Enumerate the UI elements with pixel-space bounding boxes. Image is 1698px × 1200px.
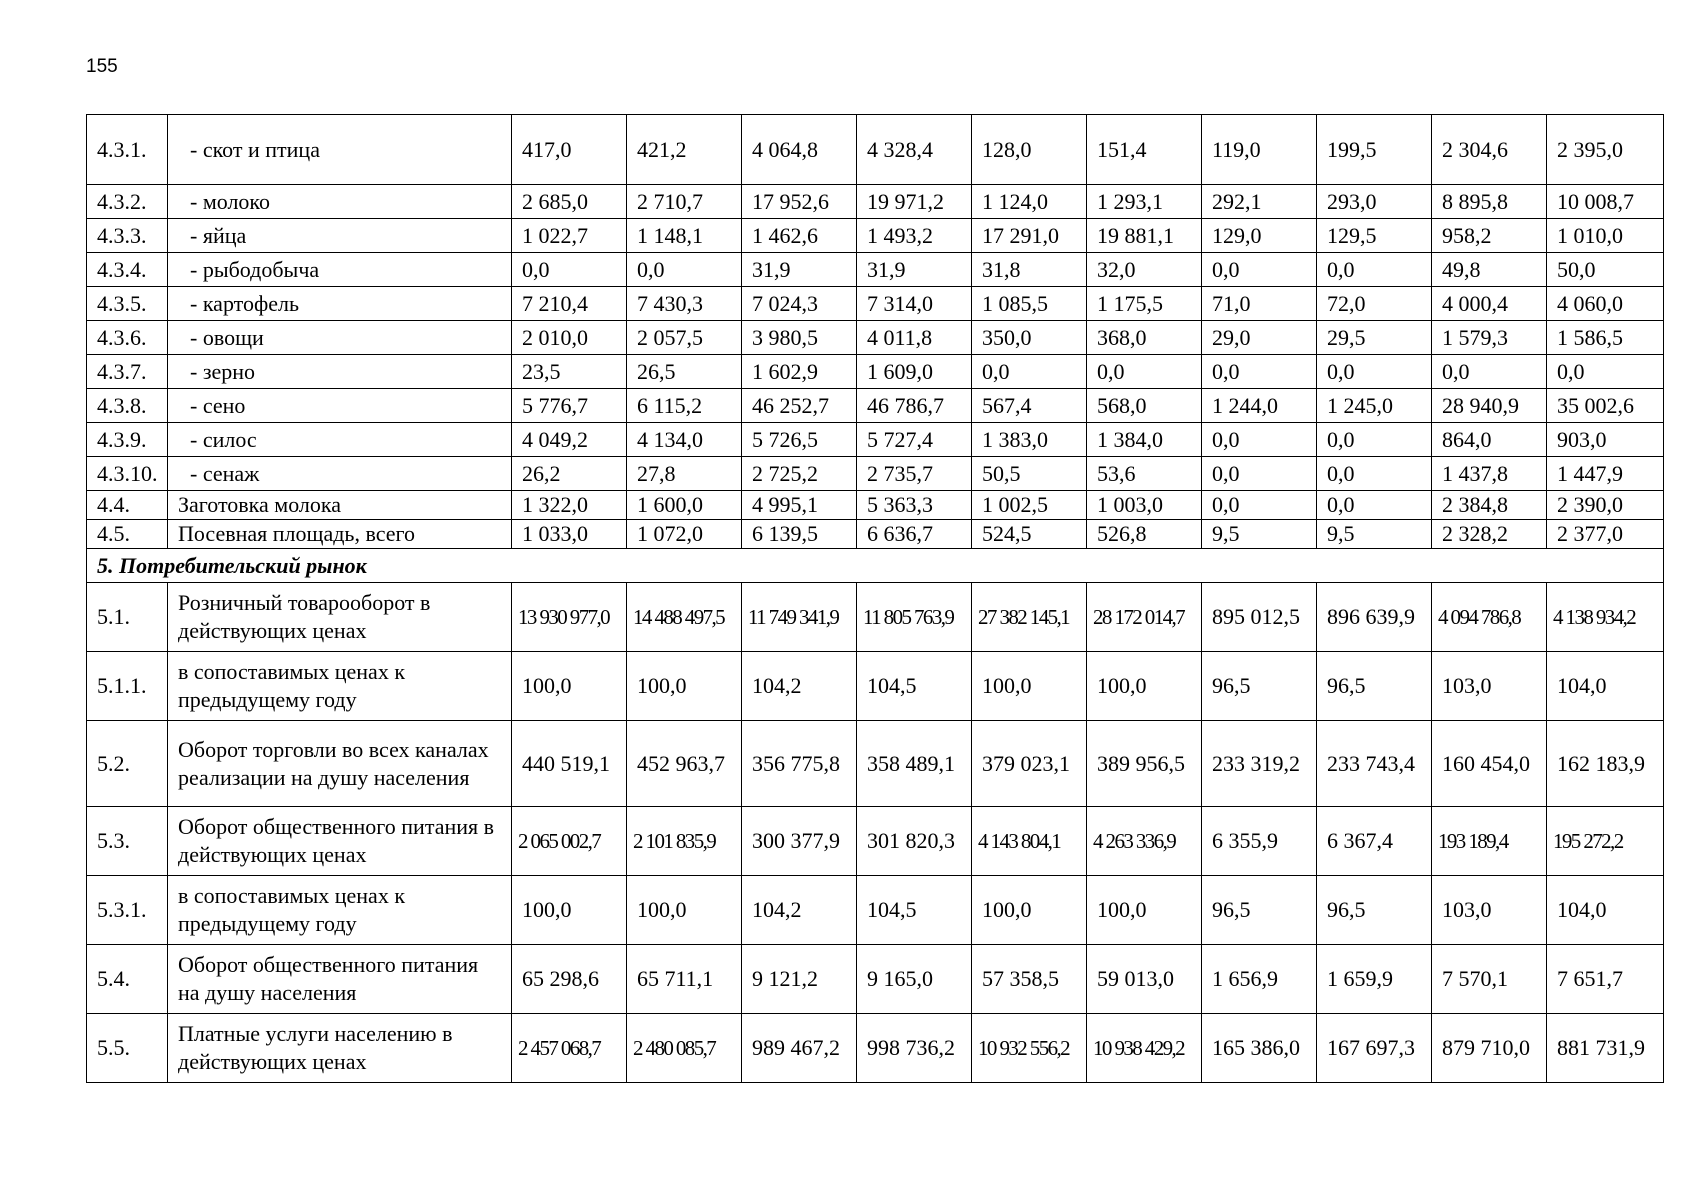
value-cell: 26,5 <box>627 355 742 389</box>
row-code: 5.5. <box>87 1014 168 1083</box>
value-cell: 100,0 <box>512 652 627 721</box>
row-label: Оборот торговли во всех каналах реализации на душу населения <box>168 721 512 807</box>
value-cell: 11 749 341,9 <box>742 583 857 652</box>
value-cell: 0,0 <box>1202 423 1317 457</box>
value-cell: 1 072,0 <box>627 520 742 549</box>
value-cell: 96,5 <box>1317 652 1432 721</box>
value-cell: 104,5 <box>857 876 972 945</box>
value-cell: 4 011,8 <box>857 321 972 355</box>
value-cell: 1 384,0 <box>1087 423 1202 457</box>
value-cell: 9 121,2 <box>742 945 857 1014</box>
value-cell: 7 314,0 <box>857 287 972 321</box>
row-label: Платные услуги населению в действующих ценах <box>168 1014 512 1083</box>
table-row <box>87 253 1664 287</box>
section-heading: 5. Потребительский рынок <box>87 549 1664 583</box>
value-cell: 2 735,7 <box>857 457 972 491</box>
table-row <box>87 115 1664 185</box>
value-cell: 0,0 <box>1317 423 1432 457</box>
value-cell: 567,4 <box>972 389 1087 423</box>
value-cell: 5 726,5 <box>742 423 857 457</box>
value-cell: 2 328,2 <box>1432 520 1547 549</box>
table-row <box>87 520 1664 549</box>
value-cell: 29,5 <box>1317 321 1432 355</box>
value-cell: 2 395,0 <box>1547 115 1664 185</box>
value-cell: 350,0 <box>972 321 1087 355</box>
value-cell: 0,0 <box>1317 491 1432 520</box>
table-row <box>87 423 1664 457</box>
section-row <box>87 549 1664 583</box>
value-cell: 59 013,0 <box>1087 945 1202 1014</box>
value-cell: 4 263 336,9 <box>1087 807 1202 876</box>
value-cell: 162 183,9 <box>1547 721 1664 807</box>
value-cell: 4 049,2 <box>512 423 627 457</box>
value-cell: 8 895,8 <box>1432 185 1547 219</box>
value-cell: 27,8 <box>627 457 742 491</box>
value-cell: 49,8 <box>1432 253 1547 287</box>
row-label: Посевная площадь, всего <box>168 520 512 549</box>
value-cell: 6 139,5 <box>742 520 857 549</box>
row-code: 4.3.9. <box>87 423 168 457</box>
value-cell: 233 319,2 <box>1202 721 1317 807</box>
value-cell: 104,2 <box>742 876 857 945</box>
value-cell: 379 023,1 <box>972 721 1087 807</box>
row-label: Розничный товарооборот в действующих ценах <box>168 583 512 652</box>
value-cell: 4 138 934,2 <box>1547 583 1664 652</box>
row-code: 5.4. <box>87 945 168 1014</box>
value-cell: 35 002,6 <box>1547 389 1664 423</box>
row-label: Оборот общественного питания в действующих ценах <box>168 807 512 876</box>
row-label: - силос <box>168 423 512 457</box>
value-cell: 96,5 <box>1202 652 1317 721</box>
value-cell: 2 377,0 <box>1547 520 1664 549</box>
row-label: в сопоставимых ценах к предыдущему году <box>168 652 512 721</box>
value-cell: 17 952,6 <box>742 185 857 219</box>
value-cell: 1 437,8 <box>1432 457 1547 491</box>
value-cell: 29,0 <box>1202 321 1317 355</box>
value-cell: 7 210,4 <box>512 287 627 321</box>
value-cell: 1 003,0 <box>1087 491 1202 520</box>
value-cell: 23,5 <box>512 355 627 389</box>
value-cell: 50,0 <box>1547 253 1664 287</box>
value-cell: 864,0 <box>1432 423 1547 457</box>
value-cell: 3 980,5 <box>742 321 857 355</box>
value-cell: 1 586,5 <box>1547 321 1664 355</box>
value-cell: 1 022,7 <box>512 219 627 253</box>
value-cell: 568,0 <box>1087 389 1202 423</box>
value-cell: 31,9 <box>857 253 972 287</box>
row-code: 4.3.1. <box>87 115 168 185</box>
row-label: Заготовка молока <box>168 491 512 520</box>
value-cell: 1 383,0 <box>972 423 1087 457</box>
table-row <box>87 389 1664 423</box>
value-cell: 0,0 <box>627 253 742 287</box>
table-row <box>87 721 1664 807</box>
row-label: в сопоставимых ценах к предыдущему году <box>168 876 512 945</box>
value-cell: 9,5 <box>1317 520 1432 549</box>
value-cell: 7 024,3 <box>742 287 857 321</box>
value-cell: 28 940,9 <box>1432 389 1547 423</box>
value-cell: 881 731,9 <box>1547 1014 1664 1083</box>
row-label: - сено <box>168 389 512 423</box>
table-row <box>87 355 1664 389</box>
table-row <box>87 185 1664 219</box>
value-cell: 1 579,3 <box>1432 321 1547 355</box>
table-row <box>87 652 1664 721</box>
value-cell: 7 570,1 <box>1432 945 1547 1014</box>
page-number: 155 <box>86 56 118 77</box>
value-cell: 10 932 556,2 <box>972 1014 1087 1083</box>
value-cell: 0,0 <box>1202 491 1317 520</box>
row-label: Оборот общественного питания на душу населения <box>168 945 512 1014</box>
row-code: 4.3.7. <box>87 355 168 389</box>
value-cell: 1 602,9 <box>742 355 857 389</box>
value-cell: 1 322,0 <box>512 491 627 520</box>
value-cell: 1 659,9 <box>1317 945 1432 1014</box>
table-row <box>87 287 1664 321</box>
row-label: - картофель <box>168 287 512 321</box>
value-cell: 199,5 <box>1317 115 1432 185</box>
value-cell: 165 386,0 <box>1202 1014 1317 1083</box>
value-cell: 0,0 <box>1432 355 1547 389</box>
value-cell: 293,0 <box>1317 185 1432 219</box>
value-cell: 104,0 <box>1547 876 1664 945</box>
row-code: 4.4. <box>87 491 168 520</box>
table-row <box>87 321 1664 355</box>
value-cell: 46 252,7 <box>742 389 857 423</box>
row-label: - сенаж <box>168 457 512 491</box>
table-row <box>87 945 1664 1014</box>
value-cell: 14 488 497,5 <box>627 583 742 652</box>
row-label: - скот и птица <box>168 115 512 185</box>
value-cell: 1 175,5 <box>1087 287 1202 321</box>
value-cell: 1 033,0 <box>512 520 627 549</box>
row-label: - овощи <box>168 321 512 355</box>
value-cell: 2 304,6 <box>1432 115 1547 185</box>
value-cell: 1 609,0 <box>857 355 972 389</box>
value-cell: 46 786,7 <box>857 389 972 423</box>
value-cell: 1 010,0 <box>1547 219 1664 253</box>
value-cell: 0,0 <box>1317 253 1432 287</box>
value-cell: 0,0 <box>1202 253 1317 287</box>
row-label: - рыбодобыча <box>168 253 512 287</box>
value-cell: 4 995,1 <box>742 491 857 520</box>
value-cell: 31,9 <box>742 253 857 287</box>
value-cell: 1 656,9 <box>1202 945 1317 1014</box>
value-cell: 193 189,4 <box>1432 807 1547 876</box>
value-cell: 4 328,4 <box>857 115 972 185</box>
value-cell: 2 010,0 <box>512 321 627 355</box>
value-cell: 7 651,7 <box>1547 945 1664 1014</box>
value-cell: 10 008,7 <box>1547 185 1664 219</box>
value-cell: 17 291,0 <box>972 219 1087 253</box>
value-cell: 119,0 <box>1202 115 1317 185</box>
row-code: 4.3.3. <box>87 219 168 253</box>
row-code: 4.3.8. <box>87 389 168 423</box>
value-cell: 1 245,0 <box>1317 389 1432 423</box>
value-cell: 4 060,0 <box>1547 287 1664 321</box>
value-cell: 9 165,0 <box>857 945 972 1014</box>
value-cell: 0,0 <box>1547 355 1664 389</box>
value-cell: 2 065 002,7 <box>512 807 627 876</box>
value-cell: 26,2 <box>512 457 627 491</box>
value-cell: 1 244,0 <box>1202 389 1317 423</box>
value-cell: 2 457 068,7 <box>512 1014 627 1083</box>
row-code: 5.1. <box>87 583 168 652</box>
value-cell: 1 085,5 <box>972 287 1087 321</box>
value-cell: 958,2 <box>1432 219 1547 253</box>
value-cell: 1 493,2 <box>857 219 972 253</box>
value-cell: 31,8 <box>972 253 1087 287</box>
value-cell: 104,5 <box>857 652 972 721</box>
table-row <box>87 219 1664 253</box>
value-cell: 4 094 786,8 <box>1432 583 1547 652</box>
row-code: 5.3. <box>87 807 168 876</box>
value-cell: 50,5 <box>972 457 1087 491</box>
value-cell: 2 101 835,9 <box>627 807 742 876</box>
value-cell: 100,0 <box>512 876 627 945</box>
row-label: - зерно <box>168 355 512 389</box>
row-code: 4.3.10. <box>87 457 168 491</box>
value-cell: 2 057,5 <box>627 321 742 355</box>
value-cell: 417,0 <box>512 115 627 185</box>
value-cell: 452 963,7 <box>627 721 742 807</box>
value-cell: 301 820,3 <box>857 807 972 876</box>
row-code: 5.2. <box>87 721 168 807</box>
table-body <box>87 115 1664 1083</box>
value-cell: 2 480 085,7 <box>627 1014 742 1083</box>
value-cell: 71,0 <box>1202 287 1317 321</box>
value-cell: 10 938 429,2 <box>1087 1014 1202 1083</box>
value-cell: 6 355,9 <box>1202 807 1317 876</box>
value-cell: 65 298,6 <box>512 945 627 1014</box>
value-cell: 13 930 977,0 <box>512 583 627 652</box>
value-cell: 28 172 014,7 <box>1087 583 1202 652</box>
value-cell: 879 710,0 <box>1432 1014 1547 1083</box>
value-cell: 0,0 <box>512 253 627 287</box>
value-cell: 292,1 <box>1202 185 1317 219</box>
row-code: 4.3.6. <box>87 321 168 355</box>
value-cell: 1 002,5 <box>972 491 1087 520</box>
value-cell: 128,0 <box>972 115 1087 185</box>
value-cell: 6 636,7 <box>857 520 972 549</box>
value-cell: 32,0 <box>1087 253 1202 287</box>
value-cell: 104,2 <box>742 652 857 721</box>
value-cell: 1 293,1 <box>1087 185 1202 219</box>
value-cell: 2 384,8 <box>1432 491 1547 520</box>
row-label: - яйца <box>168 219 512 253</box>
value-cell: 233 743,4 <box>1317 721 1432 807</box>
value-cell: 0,0 <box>1317 355 1432 389</box>
value-cell: 1 124,0 <box>972 185 1087 219</box>
row-code: 4.3.5. <box>87 287 168 321</box>
value-cell: 300 377,9 <box>742 807 857 876</box>
value-cell: 2 710,7 <box>627 185 742 219</box>
value-cell: 9,5 <box>1202 520 1317 549</box>
value-cell: 895 012,5 <box>1202 583 1317 652</box>
table-row <box>87 457 1664 491</box>
value-cell: 96,5 <box>1317 876 1432 945</box>
value-cell: 6 115,2 <box>627 389 742 423</box>
table-row <box>87 1014 1664 1083</box>
value-cell: 896 639,9 <box>1317 583 1432 652</box>
value-cell: 167 697,3 <box>1317 1014 1432 1083</box>
value-cell: 100,0 <box>1087 652 1202 721</box>
value-cell: 195 272,2 <box>1547 807 1664 876</box>
row-code: 5.1.1. <box>87 652 168 721</box>
value-cell: 100,0 <box>1087 876 1202 945</box>
value-cell: 998 736,2 <box>857 1014 972 1083</box>
table-row <box>87 491 1664 520</box>
value-cell: 356 775,8 <box>742 721 857 807</box>
value-cell: 526,8 <box>1087 520 1202 549</box>
table-row <box>87 807 1664 876</box>
value-cell: 100,0 <box>627 876 742 945</box>
value-cell: 0,0 <box>1317 457 1432 491</box>
value-cell: 6 367,4 <box>1317 807 1432 876</box>
value-cell: 5 776,7 <box>512 389 627 423</box>
row-label: - молоко <box>168 185 512 219</box>
value-cell: 129,0 <box>1202 219 1317 253</box>
value-cell: 358 489,1 <box>857 721 972 807</box>
value-cell: 0,0 <box>1202 355 1317 389</box>
value-cell: 989 467,2 <box>742 1014 857 1083</box>
value-cell: 129,5 <box>1317 219 1432 253</box>
value-cell: 368,0 <box>1087 321 1202 355</box>
value-cell: 53,6 <box>1087 457 1202 491</box>
value-cell: 2 725,2 <box>742 457 857 491</box>
value-cell: 103,0 <box>1432 652 1547 721</box>
value-cell: 1 447,9 <box>1547 457 1664 491</box>
value-cell: 104,0 <box>1547 652 1664 721</box>
value-cell: 2 685,0 <box>512 185 627 219</box>
value-cell: 1 148,1 <box>627 219 742 253</box>
value-cell: 100,0 <box>972 876 1087 945</box>
value-cell: 1 462,6 <box>742 219 857 253</box>
value-cell: 19 971,2 <box>857 185 972 219</box>
value-cell: 100,0 <box>627 652 742 721</box>
value-cell: 151,4 <box>1087 115 1202 185</box>
value-cell: 4 000,4 <box>1432 287 1547 321</box>
value-cell: 7 430,3 <box>627 287 742 321</box>
value-cell: 27 382 145,1 <box>972 583 1087 652</box>
value-cell: 440 519,1 <box>512 721 627 807</box>
value-cell: 0,0 <box>1202 457 1317 491</box>
value-cell: 1 600,0 <box>627 491 742 520</box>
value-cell: 100,0 <box>972 652 1087 721</box>
value-cell: 19 881,1 <box>1087 219 1202 253</box>
value-cell: 103,0 <box>1432 876 1547 945</box>
value-cell: 524,5 <box>972 520 1087 549</box>
row-code: 4.3.2. <box>87 185 168 219</box>
table-row <box>87 583 1664 652</box>
value-cell: 0,0 <box>1087 355 1202 389</box>
value-cell: 421,2 <box>627 115 742 185</box>
value-cell: 2 390,0 <box>1547 491 1664 520</box>
value-cell: 72,0 <box>1317 287 1432 321</box>
statistics-table <box>86 114 1664 1083</box>
value-cell: 903,0 <box>1547 423 1664 457</box>
value-cell: 4 143 804,1 <box>972 807 1087 876</box>
value-cell: 4 064,8 <box>742 115 857 185</box>
value-cell: 389 956,5 <box>1087 721 1202 807</box>
row-code: 4.5. <box>87 520 168 549</box>
row-code: 5.3.1. <box>87 876 168 945</box>
value-cell: 5 363,3 <box>857 491 972 520</box>
value-cell: 11 805 763,9 <box>857 583 972 652</box>
value-cell: 65 711,1 <box>627 945 742 1014</box>
value-cell: 96,5 <box>1202 876 1317 945</box>
value-cell: 160 454,0 <box>1432 721 1547 807</box>
value-cell: 57 358,5 <box>972 945 1087 1014</box>
value-cell: 5 727,4 <box>857 423 972 457</box>
value-cell: 4 134,0 <box>627 423 742 457</box>
row-code: 4.3.4. <box>87 253 168 287</box>
value-cell: 0,0 <box>972 355 1087 389</box>
table-row <box>87 876 1664 945</box>
